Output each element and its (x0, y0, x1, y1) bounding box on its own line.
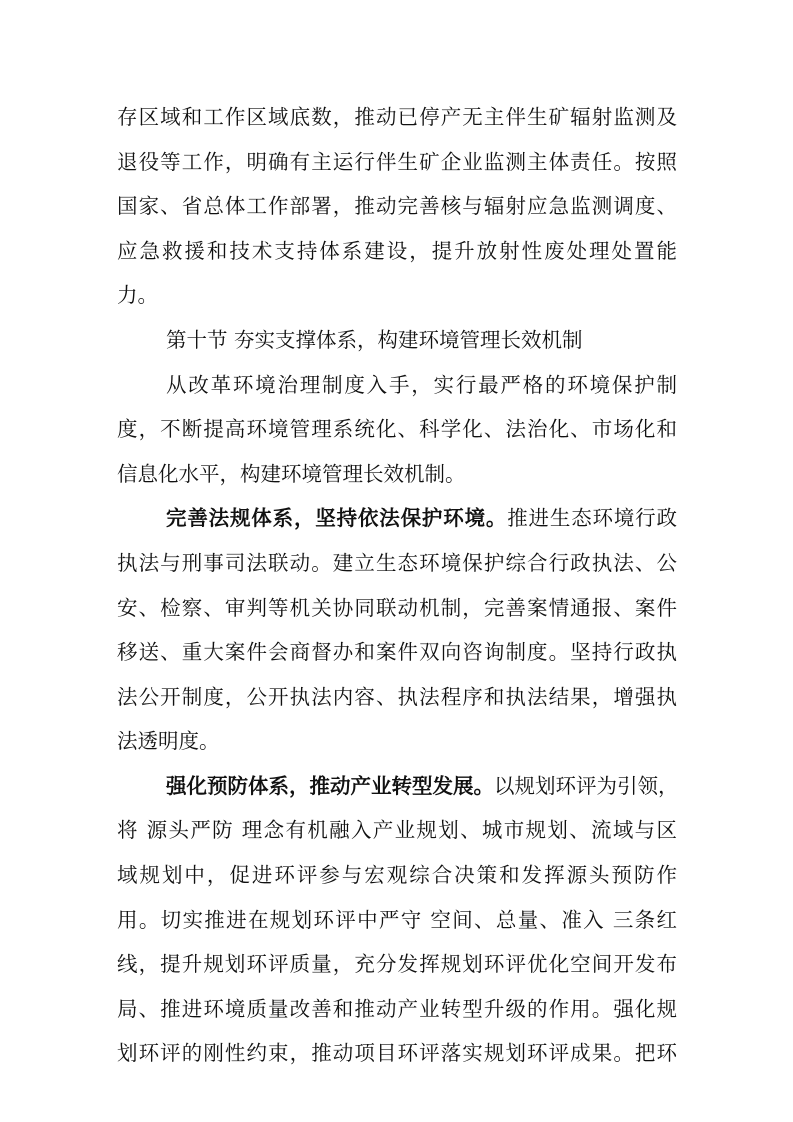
body-text-line: 将 源头严防 理念有机融入产业规划、城市规划、流域与区 (117, 818, 677, 842)
body-text-line: 法透明度。 (117, 729, 220, 753)
intro-text-line: 信息化水平，构建环境管理长效机制。 (117, 462, 466, 486)
body-text-line: 安、检察、审判等机关协同联动机制，完善案情通报、案件 (117, 596, 677, 620)
body-text-line: 国家、省总体工作部署，推动完善核与辐射应急监测调度、 (117, 194, 677, 218)
section-heading: 第十节 夯实支撑体系，构建环境管理长效机制 (166, 328, 583, 352)
body-text-line: 存区域和工作区域底数，推动已停产无主伴生矿辐射监测及 (117, 105, 677, 129)
body-text-line: 域规划中，促进环评参与宏观综合决策和发挥源头预防作 (117, 863, 677, 887)
body-text-line: 退役等工作，明确有主运行伴生矿企业监测主体责任。按照 (117, 150, 677, 174)
body-text-line: 局、推进环境质量改善和推动产业转型升级的作用。强化规 (117, 997, 677, 1021)
paragraph-lead-heading: 强化预防体系，推动产业转型发展。 (166, 774, 494, 798)
body-text-line: 用。切实推进在规划环评中严守 空间、总量、准入 三条红 (117, 908, 677, 932)
body-text-line: 力。 (117, 283, 158, 307)
body-text-line: 线，提升规划环评质量，充分发挥规划环评优化空间开发布 (117, 952, 677, 976)
paragraph-first-line (166, 776, 677, 797)
paragraph-lead-text: 以规划环评为引领， (494, 774, 679, 798)
body-text-line: 执法与刑事司法联动。建立生态环境保护综合行政执法、公 (117, 551, 677, 575)
intro-text-line: 度，不断提高环境管理系统化、科学化、法治化、市场化和 (117, 417, 677, 441)
body-text-line: 移送、重大案件会商督办和案件双向咨询制度。坚持行政执 (117, 640, 677, 664)
paragraph-lead-heading: 完善法规体系，坚持依法保护环境。 (166, 506, 508, 530)
paragraph-first-line (166, 508, 677, 529)
body-text-line: 划环评的刚性约束，推动项目环评落实规划环评成果。把环 (117, 1041, 677, 1065)
paragraph-lead-text: 推进生态环境行政 (507, 506, 678, 530)
body-text-line: 法公开制度，公开执法内容、执法程序和执法结果，增强执 (117, 685, 677, 709)
intro-text-line: 从改革环境治理制度入手，实行最严格的环境保护制 (166, 373, 677, 397)
body-text-line: 应急救援和技术支持体系建设，提升放射性废处理处置能 (117, 239, 677, 263)
